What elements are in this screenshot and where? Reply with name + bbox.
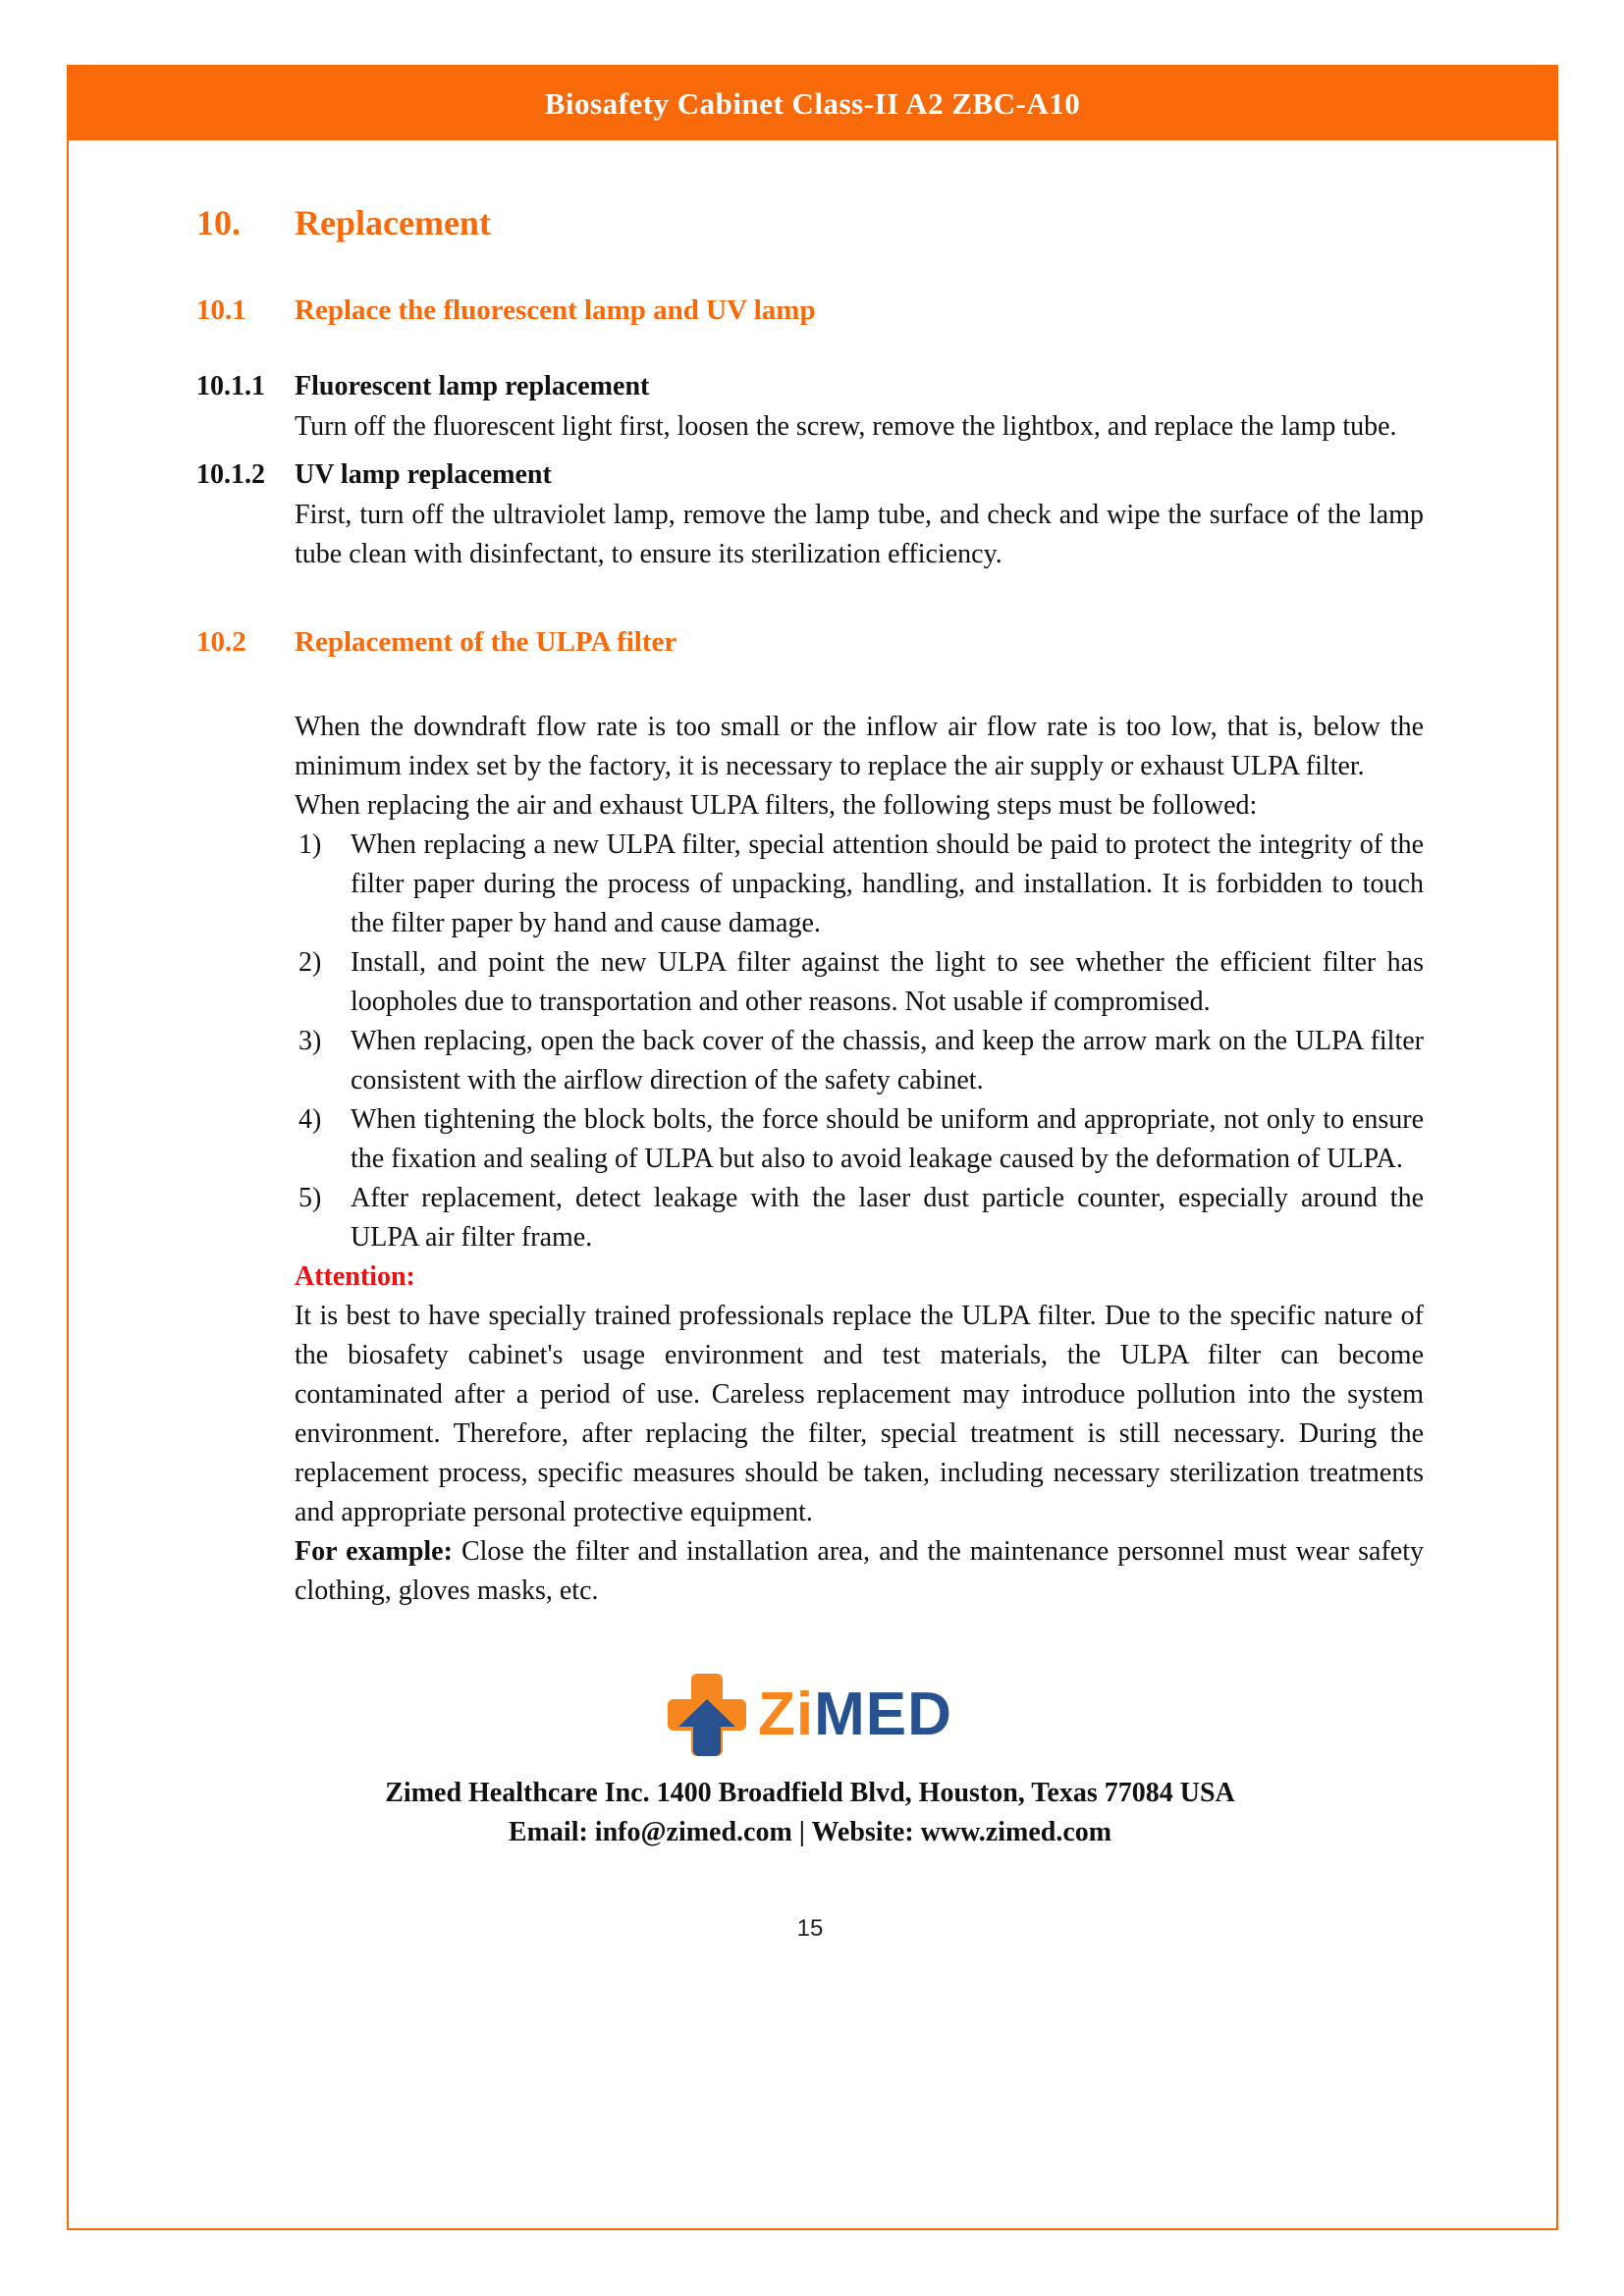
zimed-cross-arrow-icon — [668, 1674, 746, 1756]
example-paragraph — [295, 1532, 1424, 1611]
paragraph: When the downdraft flow rate is too small or the inflow air flow rate is too low, that is, below the minimum index set by the factory, it is necessary to replace the air supply or exhaust ULPA filter. — [295, 712, 1424, 781]
subsection-title: UV lamp replacement — [295, 459, 552, 490]
section-number: 10.1 — [196, 294, 246, 326]
subsection-body: First, turn off the ultraviolet lamp, remove the lamp tube, and check and wipe the surface of the lamp tube clean with disinfectant, to ensure its sterilization efficiency. — [295, 500, 1424, 569]
logo-text-zi: Zi — [758, 1681, 815, 1748]
up-arrow-icon — [678, 1699, 735, 1727]
page-number: 15 — [796, 1915, 824, 1942]
section-heading-10-1 — [196, 290, 1424, 331]
section-heading-10 — [196, 199, 1424, 246]
page-header-bar — [69, 67, 1556, 140]
section-label: Replacement of the ULPA filter — [295, 626, 677, 658]
subsection-title: Fluorescent lamp replacement — [295, 371, 650, 401]
list-item-text: After replacement, detect leakage with the laser dust particle counter, especially around the ULPA air filter frame. — [351, 1183, 1424, 1253]
list-item — [298, 1100, 1424, 1179]
attention-body: It is best to have specially trained professionals replace the ULPA filter. Due to the specific nature of the biosafety cabinet's usage environment and test materials, the ULPA filter can become contaminated after a period of use. Careless replacement may introduce pollution into the system environment. Therefore, after replacing the filter, special treatment is still necessary. During the replacement process, specific measures should be taken, including necessary sterilization treatments and appropriate personal protective equipment. — [295, 1301, 1424, 1527]
list-item-text: Install, and point the new ULPA filter against the light to see whether the efficient filter has loopholes due to transportation and other reasons. Not usable if compromised. — [351, 947, 1424, 1017]
subsection-body: Turn off the fluorescent light first, loosen the screw, remove the lightbox, and replace the lamp tube. — [295, 411, 1397, 442]
subsection-heading-10-1-2 — [196, 454, 1424, 496]
example-body: Close the filter and installation area, and the maintenance personnel must wear safety clothing, gloves masks, etc. — [295, 1536, 1424, 1606]
section-label: Replacement — [295, 203, 491, 242]
list-marker: 4) — [298, 1104, 322, 1135]
company-logo — [196, 1674, 1424, 1756]
list-marker: 5) — [298, 1183, 322, 1213]
list-marker: 2) — [298, 947, 322, 978]
subsection-number: 10.1.2 — [196, 459, 265, 490]
list-item-text: When tightening the block bolts, the force should be uniform and appropriate, not only to ensure the fixation and sealing of ULPA but also to avoid leakage caused by the deformation of ULPA. — [351, 1104, 1424, 1174]
document-title: Biosafety Cabinet Class-II A2 ZBC-A10 — [544, 85, 1081, 121]
list-item-text: When replacing a new ULPA filter, special attention should be paid to protect the integrity of the filter paper during the process of unpacking, handling, and installation. It is forbidden to touch the filter paper by hand and cause damage. — [351, 829, 1424, 938]
list-item — [298, 1179, 1424, 1257]
page-content — [0, 140, 1624, 1949]
example-label: For example: — [295, 1536, 453, 1567]
list-item — [298, 826, 1424, 943]
list-item — [298, 1022, 1424, 1100]
section-heading-10-2 — [196, 621, 1424, 663]
list-marker: 3) — [298, 1026, 322, 1056]
section-number: 10.2 — [196, 626, 246, 658]
footer-contact: Email: info@zimed.com | Website: www.zimed.com — [508, 1817, 1112, 1847]
subsection-number: 10.1.1 — [196, 371, 265, 401]
list-item — [298, 943, 1424, 1022]
footer-address: Zimed Healthcare Inc. 1400 Broadfield Blvd, Houston, Texas 77084 USA — [385, 1778, 1235, 1808]
section-label: Replace the fluorescent lamp and UV lamp — [295, 294, 816, 326]
logo-text-med: MED — [814, 1681, 952, 1748]
logo-wordmark — [758, 1681, 952, 1748]
paragraph: When replacing the air and exhaust ULPA filters, the following steps must be followed: — [295, 790, 1258, 821]
list-marker: 1) — [298, 829, 322, 860]
attention-label: Attention: — [295, 1261, 415, 1292]
section-number: 10. — [196, 203, 241, 242]
subsection-heading-10-1-1 — [196, 366, 1424, 407]
list-item-text: When replacing, open the back cover of the chassis, and keep the arrow mark on the ULPA filter consistent with the airflow direction of the safety cabinet. — [351, 1026, 1424, 1095]
